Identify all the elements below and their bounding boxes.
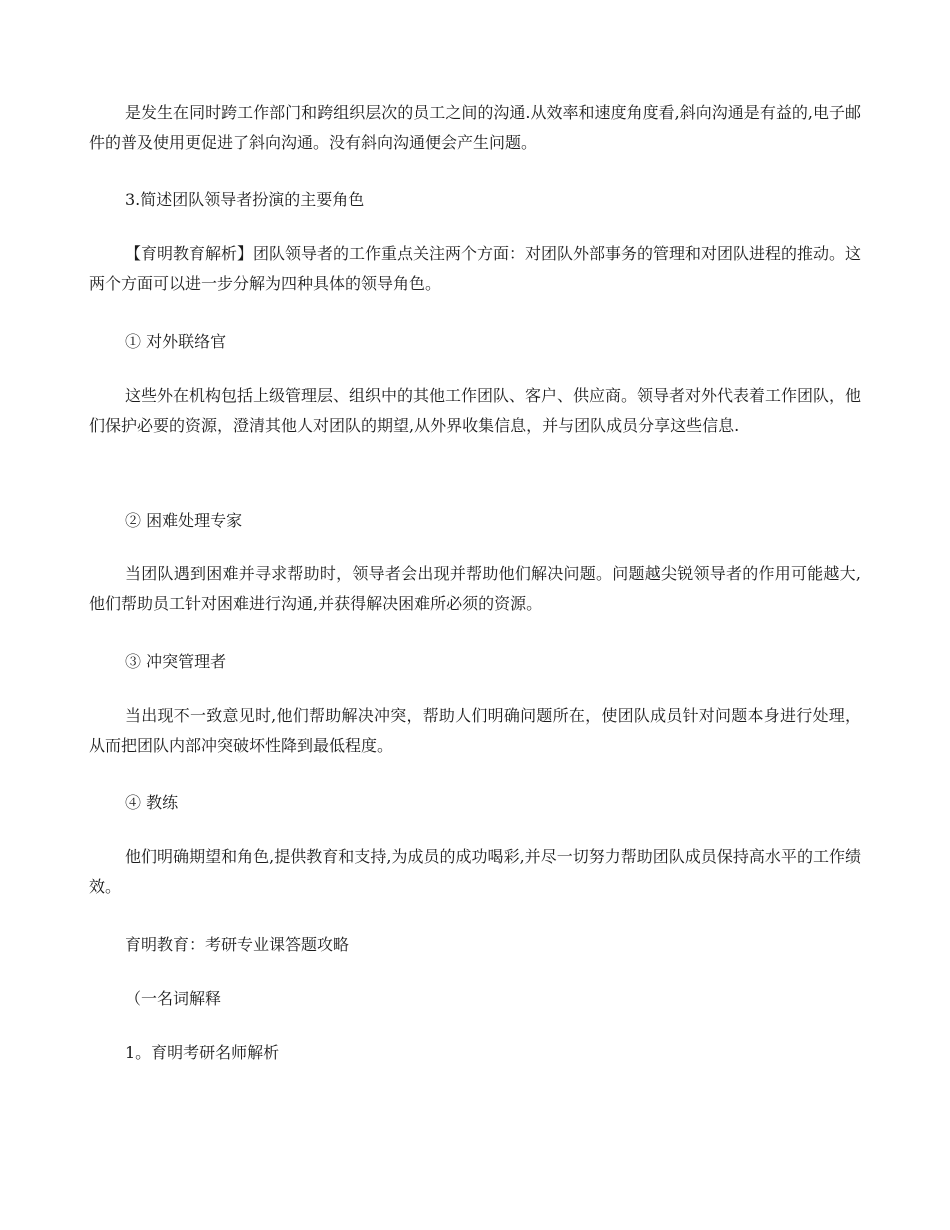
paragraph-troubleshooter: 当团队遇到困难并寻求帮助时，领导者会出现并帮助他们解决问题。问题越尖锐领导者的作用可能越大,他们帮助员工针对困难进行沟通,并获得解决困难所必须的资源。: [89, 564, 861, 613]
paragraph-coach: 他们明确期望和角色,提供教育和支持,为成员的成功喝彩,并尽一切努力帮助团队成员保持高水平的工作绩效。: [89, 847, 861, 896]
section-heading-analysis: 1。育明考研名师解析: [125, 1043, 280, 1062]
paragraph-liaison: 这些外在机构包括上级管理层、组织中的其他工作团队、客户、供应商。领导者对外代表着工作团队，他们保护必要的资源，澄清其他人对团队的期望,从外界收集信息，并与团队成员分享这些信息.: [89, 386, 862, 435]
paragraph-conflict-manager: 当出现不一致意见时,他们帮助解决冲突，帮助人们明确问题所在，使团队成员针对问题本身进行处理，从而把团队内部冲突破坏性降到最低程度。: [89, 706, 861, 755]
role-heading-troubleshooter: ② 困难处理专家: [125, 511, 243, 530]
role-heading-liaison: ① 对外联络官: [125, 332, 227, 351]
role-heading-coach: ④ 教练: [125, 793, 179, 812]
section-heading-terms: （一名词解释: [125, 989, 222, 1008]
section-heading-strategy: 育明教育：考研专业课答题攻略: [125, 935, 350, 954]
question-heading: 3.简述团队领导者扮演的主要角色: [125, 190, 365, 209]
role-heading-conflict-manager: ③ 冲突管理者: [125, 652, 227, 671]
paragraph-analysis-intro: 【育明教育解析】团队领导者的工作重点关注两个方面：对团队外部事务的管理和对团队进程的推动。这两个方面可以进一步分解为四种具体的领导角色。: [89, 244, 862, 293]
paragraph-diagonal-communication: 是发生在同时跨工作部门和跨组织层次的员工之间的沟通.从效率和速度角度看,斜向沟通是有益的,电子邮件的普及使用更促进了斜向沟通。没有斜向沟通便会产生问题。: [89, 103, 861, 152]
